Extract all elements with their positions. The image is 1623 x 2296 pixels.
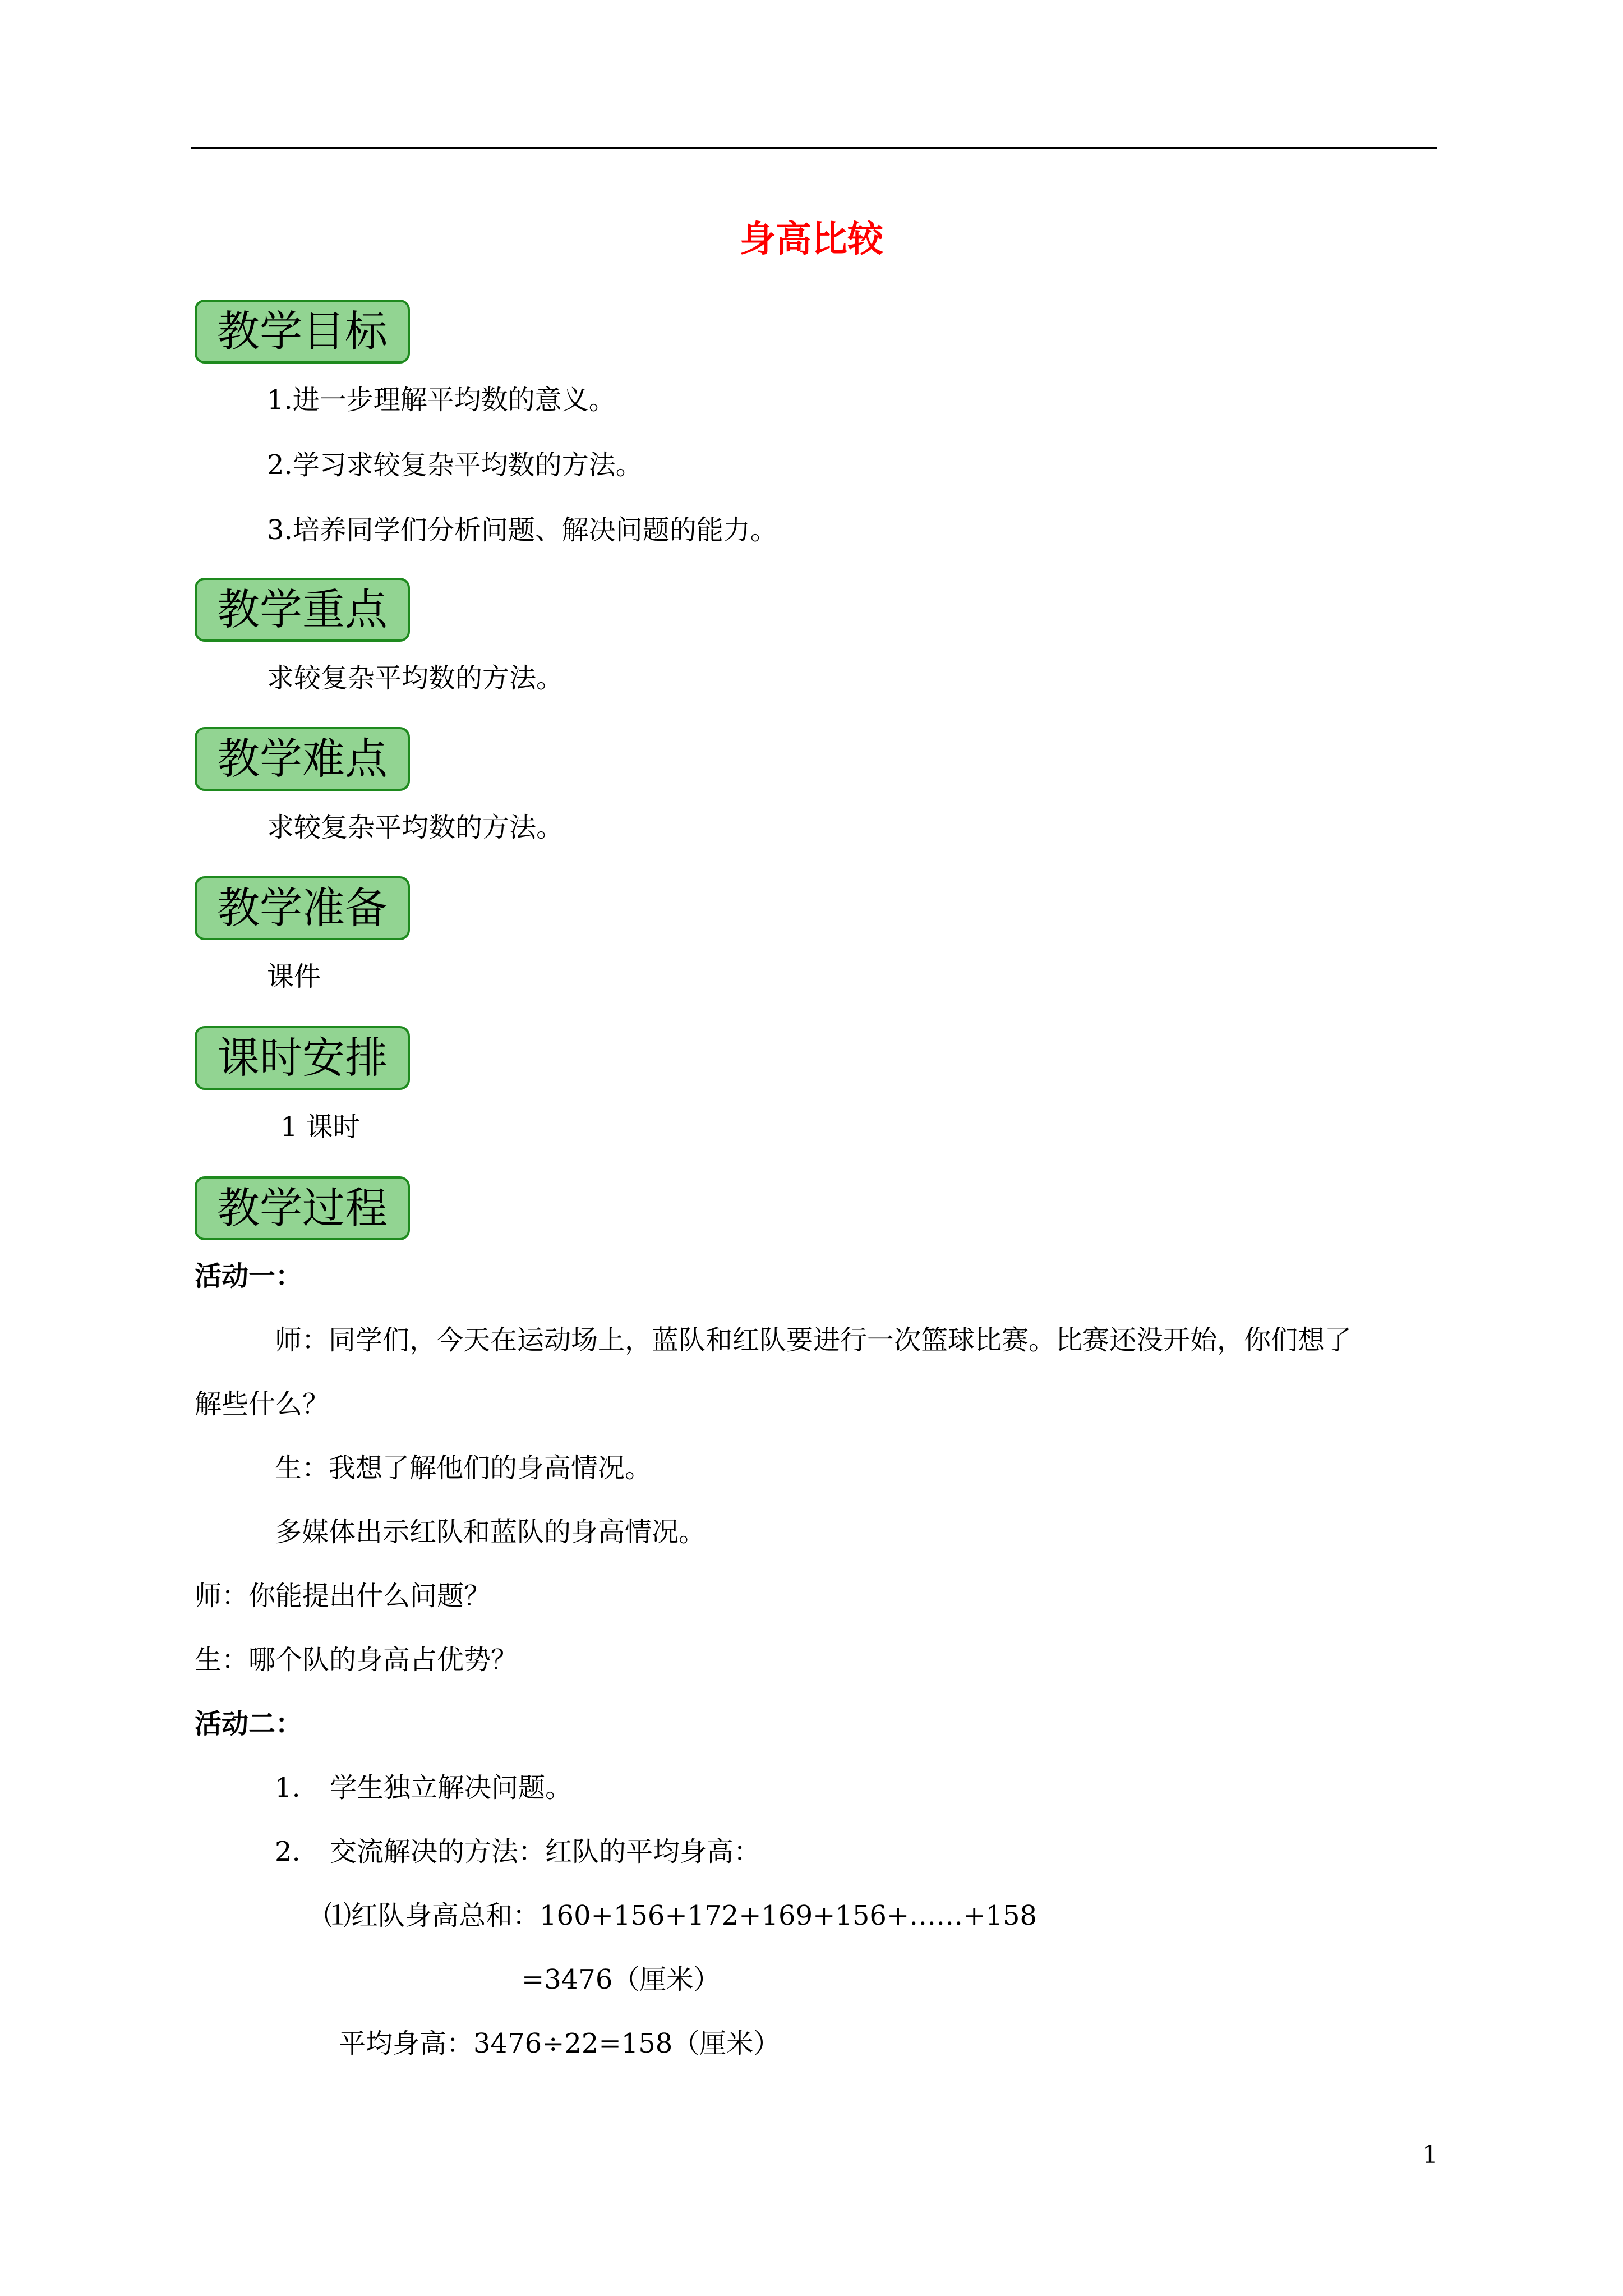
objective-item-3: 3.培养同学们分析问题、解决问题的能力。 xyxy=(267,514,777,546)
activity-1-student-question: 生：哪个队的身高占优势？ xyxy=(195,1644,518,1676)
activity-1-media-note: 多媒体出示红队和蓝队的身高情况。 xyxy=(275,1516,706,1548)
section-heading-objectives: 教学目标 xyxy=(195,300,410,364)
activity-1-teacher-question: 师：你能提出什么问题？ xyxy=(195,1580,491,1612)
calc-sum-line: ⑴红队身高总和：160+156+172+169+156+……+158 xyxy=(324,1900,1038,1931)
activity-1-label: 活动一： xyxy=(195,1260,303,1292)
key-point-text: 求较复杂平均数的方法。 xyxy=(267,662,564,694)
activity-1-paragraph-line-1: 师：同学们，今天在运动场上，蓝队和红队要进行一次篮球比赛。比赛还没开始，你们想了 xyxy=(275,1324,1352,1356)
activity-2-item-2-text: 交流解决的方法：红队的平均身高： xyxy=(330,1836,761,1867)
schedule-text: 1 课时 xyxy=(280,1111,360,1143)
section-heading-schedule: 课时安排 xyxy=(195,1026,410,1090)
activity-2-item-1-number: 1. xyxy=(275,1772,301,1803)
section-heading-difficulty: 教学难点 xyxy=(195,727,410,791)
page-title: 身高比较 xyxy=(740,218,883,260)
difficulty-text: 求较复杂平均数的方法。 xyxy=(267,812,564,843)
section-heading-preparation: 教学准备 xyxy=(195,876,410,940)
preparation-text: 课件 xyxy=(267,961,321,992)
activity-1-paragraph-line-2: 解些什么？ xyxy=(195,1388,330,1420)
objective-item-2: 2.学习求较复杂平均数的方法。 xyxy=(267,449,643,481)
section-heading-process: 教学过程 xyxy=(195,1176,410,1240)
calc-sum-result: =3476（厘米） xyxy=(522,1964,721,1995)
activity-2-label: 活动二： xyxy=(195,1708,303,1740)
page-number: 1 xyxy=(1422,2141,1438,2169)
section-heading-key-point: 教学重点 xyxy=(195,578,410,642)
activity-1-student-reply: 生：我想了解他们的身高情况。 xyxy=(275,1452,652,1484)
calc-average-line: 平均身高：3476÷22=158（厘米） xyxy=(339,2028,781,2059)
activity-2-item-2-number: 2. xyxy=(275,1836,301,1867)
header-rule xyxy=(191,147,1437,149)
activity-2-item-1-text: 学生独立解决问题。 xyxy=(330,1772,573,1803)
objective-item-1: 1.进一步理解平均数的意义。 xyxy=(267,384,616,416)
